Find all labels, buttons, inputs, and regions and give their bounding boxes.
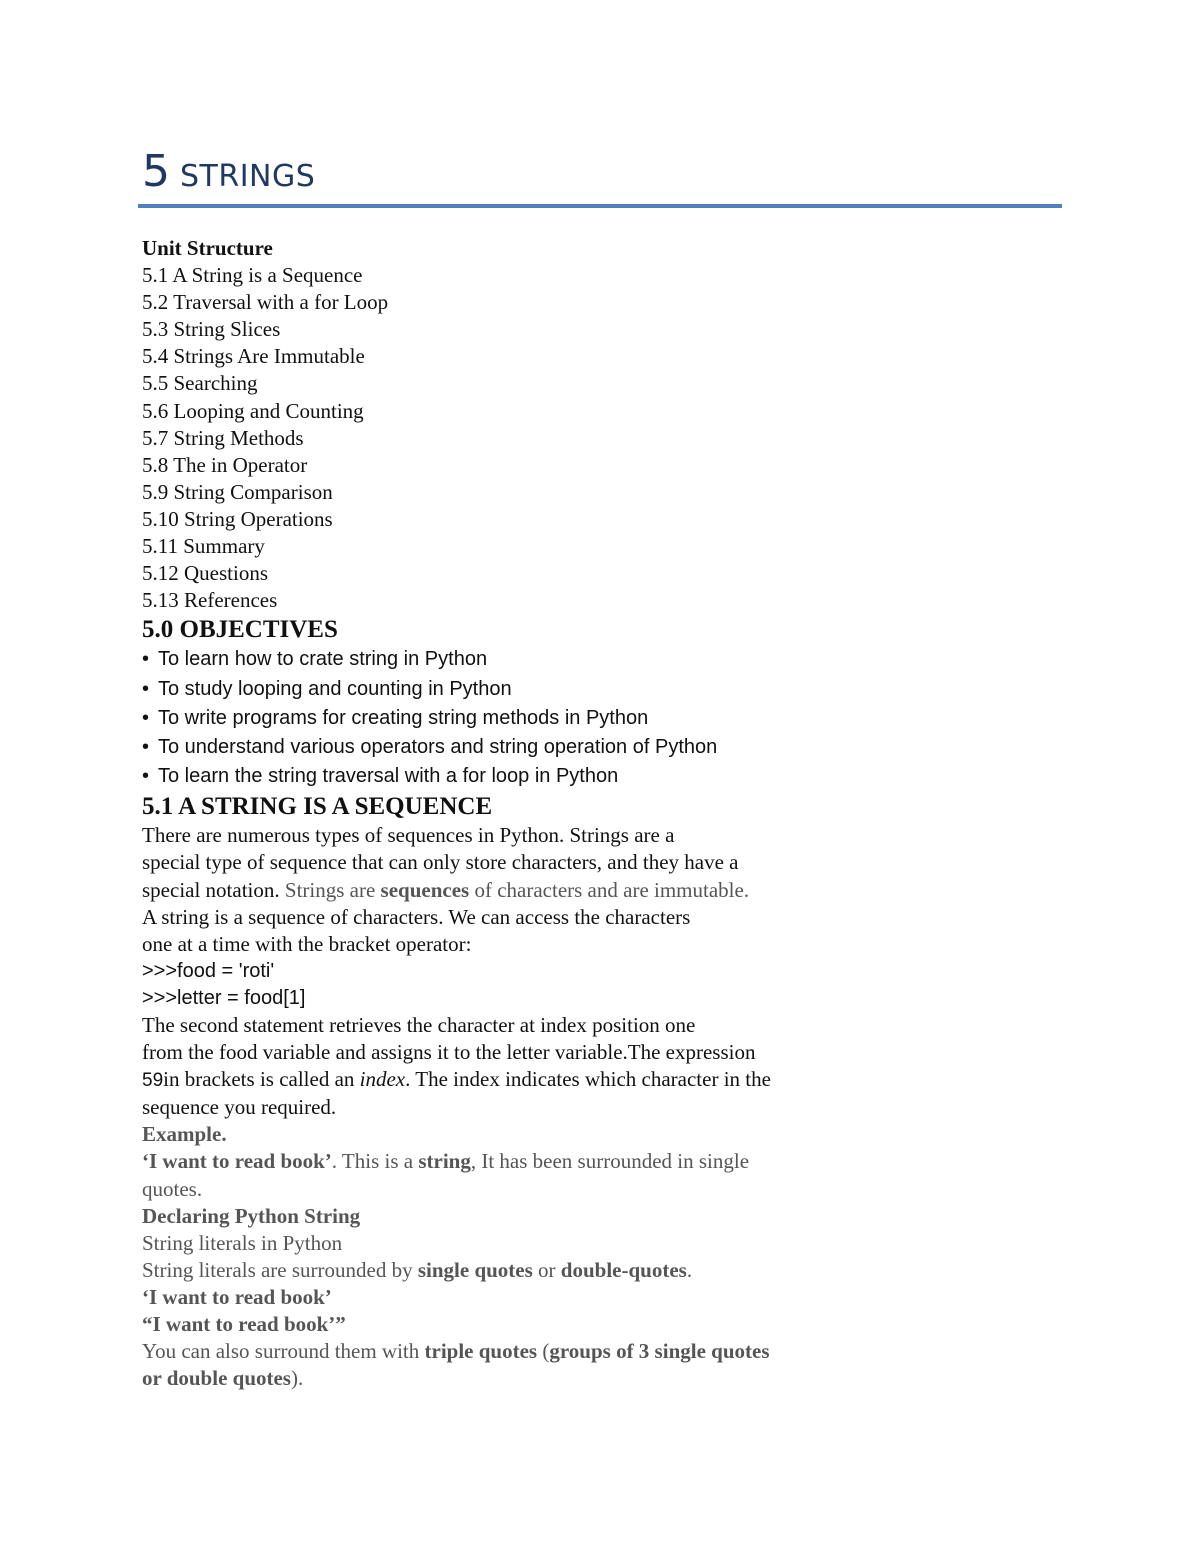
unit-structure-item: 5.11 Summary [142,534,265,559]
text-run: triple quotes [424,1339,538,1364]
unit-structure-item: 5.1 A String is a Sequence [142,263,363,288]
text-run: special notation. [142,877,285,902]
unit-structure-item: 5.13 References [142,588,278,613]
paragraph-line: sequence you required. [142,1095,337,1120]
text-run: ). [290,1366,304,1391]
objective-text: To learn the string traversal with a for loop in Python [158,765,619,788]
text-run: double-quotes [560,1257,687,1282]
paragraph-line: The second statement retrieves the character at index position one [142,1012,696,1037]
text-run: string [418,1149,471,1174]
literals-line: String literals in Python [142,1230,343,1255]
paragraph-line: one at a time with the bracket operator: [142,931,472,956]
example-line [142,1148,1042,1175]
text-run: index [359,1067,406,1092]
unit-structure-item: 5.9 String Comparison [142,479,333,504]
chapter-title [142,146,315,197]
surrounded-line [142,1257,1042,1284]
example-line: quotes. [142,1176,203,1201]
unit-structure-heading: Unit Structure [142,236,273,260]
bullet-icon: • [142,706,150,729]
text-run: You can also surround them with [142,1339,425,1364]
unit-structure-item: 5.5 Searching [142,371,258,396]
text-run: , It has been surrounded in single [470,1149,750,1174]
title-rule [138,204,1062,208]
objective-item [142,733,1042,762]
objective-text: To understand various operators and string operation of Python [158,735,718,758]
text-run: groups of 3 single quotes [549,1339,770,1364]
unit-structure-list [142,262,1042,614]
double-quote-example: “I want to read book’” [142,1312,346,1337]
text-run: of characters and are immutable. [469,877,750,902]
chapter-number: 5 [142,146,170,197]
unit-structure-item: 5.3 String Slices [142,317,281,342]
text-run: single quotes [417,1257,533,1282]
unit-structure-item: 5.7 String Methods [142,425,304,450]
unit-structure-item: 5.2 Traversal with a for Loop [142,290,389,315]
unit-structure-item: 5.10 String Operations [142,506,333,531]
bullet-icon: • [142,677,150,700]
objectives-list [142,645,1042,791]
paragraph-line: special type of sequence that can only store characters, and they have a [142,850,739,875]
text-run: or double quotes [142,1366,291,1391]
objectives-heading: 5.0 OBJECTIVES [142,616,338,644]
bullet-icon: • [142,648,150,671]
text-run: Strings are [284,877,381,902]
text-run: String literals are surrounded by [142,1257,418,1282]
paragraph-line [142,1066,1042,1094]
text-run: . This is a [331,1149,419,1174]
code-line: >>>food = 'roti' [142,959,275,982]
text-run: ‘I want to read book’ [142,1149,332,1174]
single-quote-example: ‘I want to read book’ [142,1284,332,1309]
bullet-icon: • [142,765,150,788]
unit-structure-item: 5.6 Looping and Counting [142,398,364,423]
chapter-name: STRINGS [180,159,316,194]
code-line: >>>letter = food[1] [142,986,306,1009]
unit-structure-item: 5.4 Strings Are Immutable [142,344,365,369]
objective-item [142,675,1042,704]
unit-structure-item: 5.8 The in Operator [142,452,308,477]
triple-quote-line [142,1365,1042,1392]
declaring-heading: Declaring Python String [142,1203,361,1228]
objective-text: To write programs for creating string methods in Python [158,706,649,729]
text-run: in brackets is called an [163,1067,360,1092]
text-run: . [686,1257,693,1282]
text-run: 59 [142,1070,164,1092]
paragraph-line: A string is a sequence of characters. We can access the characters [142,904,691,929]
objective-text: To learn how to crate string in Python [158,648,488,671]
document-body [142,235,1042,1392]
bullet-icon: • [142,735,150,758]
section-5-1-paragraph-2 [142,1012,1042,1121]
text-run: ( [537,1339,550,1364]
paragraph-line [142,877,1042,904]
section-5-1-paragraph-1 [142,822,1042,957]
triple-quote-line [142,1338,1042,1365]
text-run: sequences [380,877,470,902]
unit-structure-item: 5.12 Questions [142,561,268,586]
section-5-1-heading: 5.1 A STRING IS A SEQUENCE [142,793,493,821]
text-run: . The index indicates which character in the [405,1067,771,1092]
example-label: Example. [142,1122,227,1147]
objective-item [142,704,1042,733]
paragraph-line: There are numerous types of sequences in Python. Strings are a [142,823,675,848]
objective-item [142,762,1042,791]
paragraph-line: from the food variable and assigns it to the letter variable.The expression [142,1040,756,1065]
objective-text: To study looping and counting in Python [158,677,512,700]
objective-item [142,645,1042,674]
text-run: or [532,1257,561,1282]
